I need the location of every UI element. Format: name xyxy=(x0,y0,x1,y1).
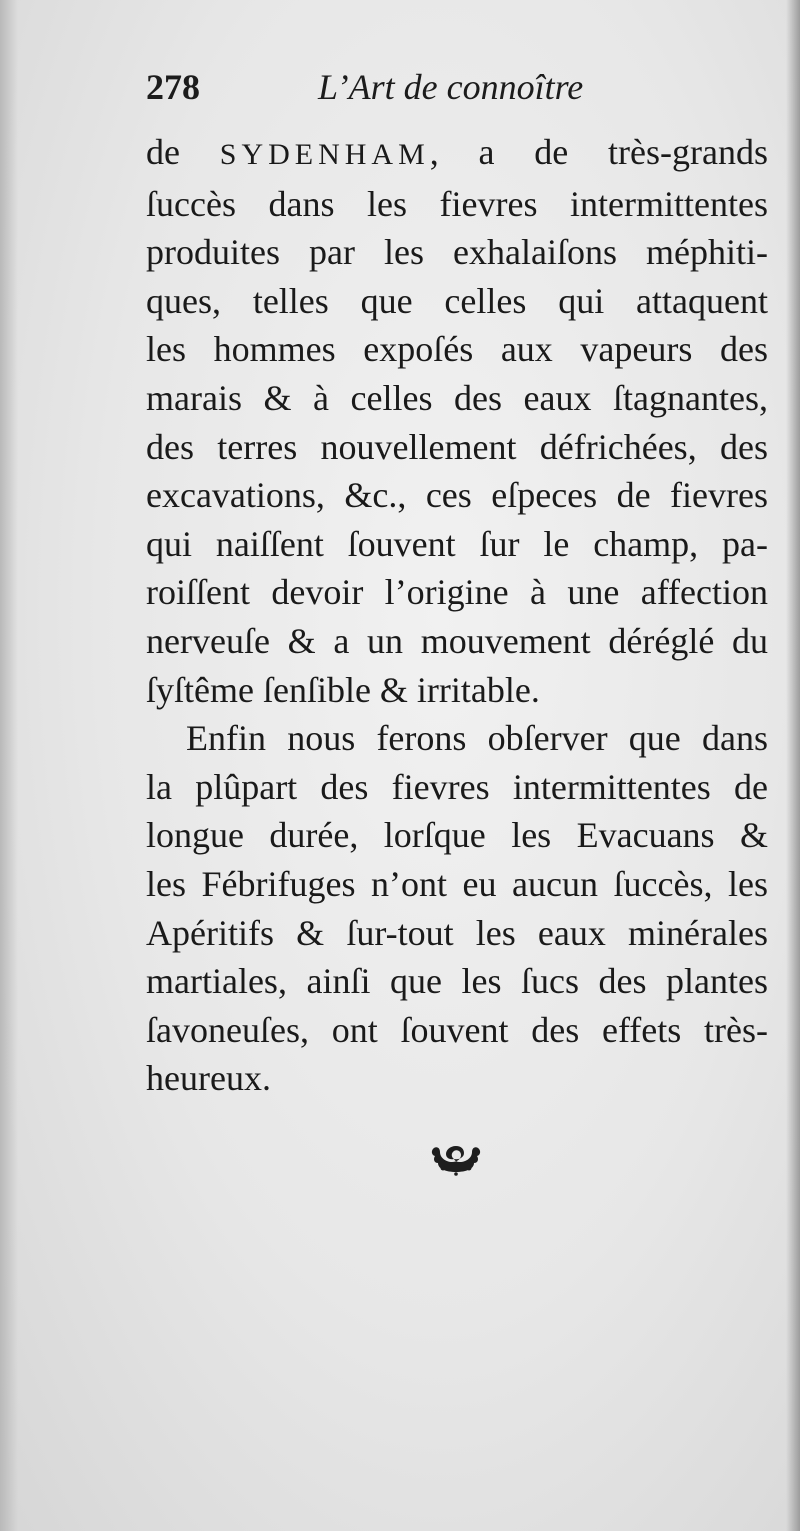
text-line: produites par les exhalaiſons méphiti- xyxy=(146,232,768,273)
page-header xyxy=(146,66,760,116)
text-line: Enfin nous ferons obſerver que dans xyxy=(186,718,768,759)
text-line: de SYDENHAM, a de très-grands xyxy=(146,132,769,172)
text-line: Apéritifs & ſur-tout les eaux minérales xyxy=(146,912,768,953)
printer-ornament-icon xyxy=(428,1142,484,1176)
body-text xyxy=(146,128,768,1103)
text-line: qui naiſſent ſouvent ſur le champ, pa- xyxy=(146,523,768,564)
text-line: marais & à celles des eaux ſtagnantes, xyxy=(146,377,768,418)
text-line: longue durée, lorſque les Evacuans & xyxy=(146,815,768,856)
text-line: ques, telles que celles qui attaquent xyxy=(146,280,768,321)
page-gutter-shadow xyxy=(0,0,18,1531)
text-line: excavations, &c., ces eſpeces de fievres xyxy=(146,475,768,516)
page-edge-shadow xyxy=(786,0,800,1531)
text-line: ſyſtême ſenſible & irritable. xyxy=(146,669,540,710)
text-line: martiales, ainſi que les ſucs des plantes xyxy=(146,961,768,1002)
text-line: ſuccès dans les fievres intermittentes xyxy=(146,183,768,224)
page-number: 278 xyxy=(146,67,200,107)
text-line: ſavoneuſes, ont ſouvent des effets très- xyxy=(146,1009,768,1050)
text-line: roiſſent devoir l’origine à une affection xyxy=(146,572,768,613)
author-name: SYDENHAM xyxy=(219,138,430,171)
text-line: heureux. xyxy=(146,1058,271,1099)
text-line: les hommes expoſés aux vapeurs des xyxy=(146,329,768,370)
text-line: nerveuſe & a un mouvement déréglé du xyxy=(146,620,768,661)
text-line: la plûpart des fievres intermittentes de xyxy=(146,766,768,807)
text-line: les Fébrifuges n’ont eu aucun ſuccès, les xyxy=(146,863,768,904)
running-title: L’Art de connoître xyxy=(318,67,584,107)
text-line: des terres nouvellement défrichées, des xyxy=(146,426,768,467)
